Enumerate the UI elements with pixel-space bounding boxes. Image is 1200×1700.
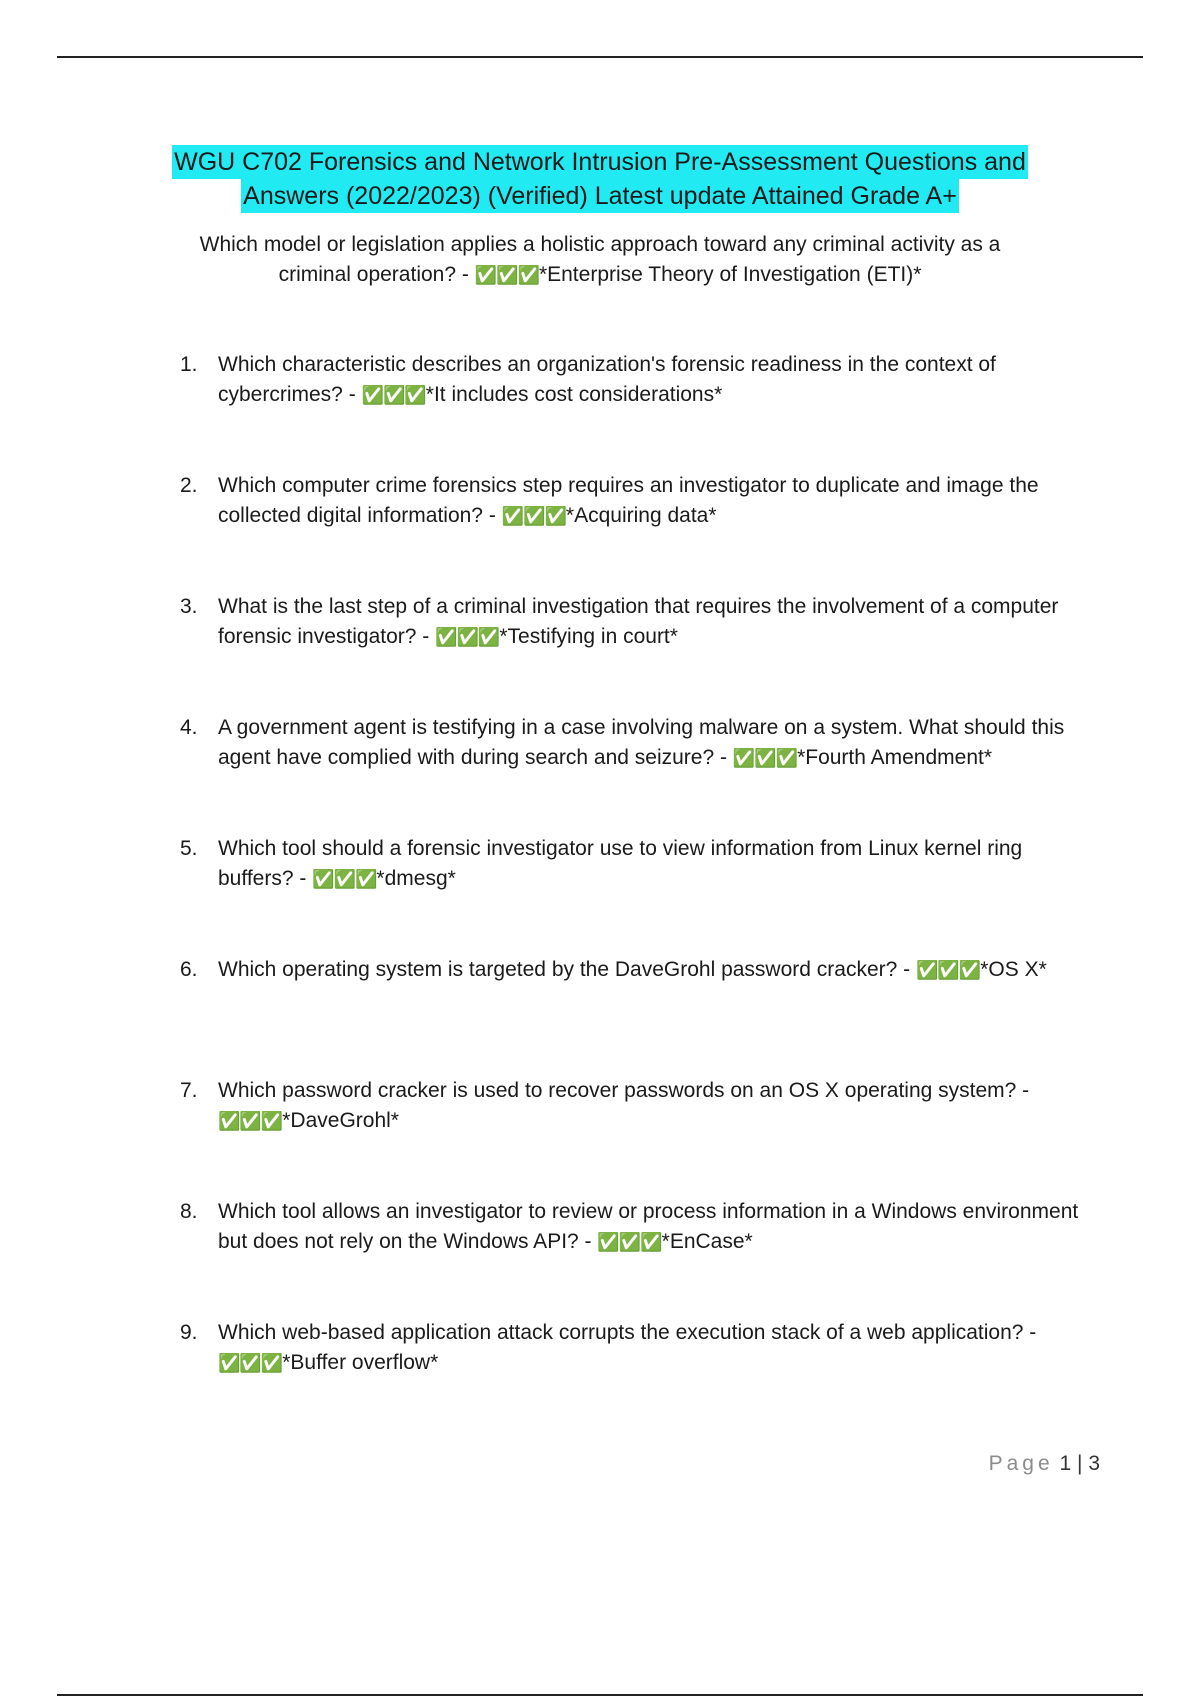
- list-item: [175, 592, 1095, 713]
- bottom-rule: [57, 1694, 1143, 1696]
- answer-text: *Testifying in court*: [499, 625, 678, 648]
- list-item: [175, 350, 1095, 471]
- item-number: 4.: [180, 716, 198, 739]
- list-item: [175, 713, 1095, 834]
- title-line-2: Answers (2022/2023) (Verified) Latest update Attained Grade A+: [241, 179, 959, 213]
- check-marks-icon: ✅✅✅: [312, 869, 377, 890]
- title-line-1: WGU C702 Forensics and Network Intrusion Pre-Assessment Questions and: [172, 145, 1028, 179]
- list-item: [175, 1318, 1095, 1439]
- item-number: 3.: [180, 595, 198, 618]
- check-marks-icon: ✅✅✅: [218, 1353, 283, 1374]
- answer-text: *It includes cost considerations*: [425, 383, 723, 406]
- check-marks-icon: ✅✅✅: [597, 1232, 662, 1253]
- check-marks-icon: ✅✅✅: [501, 506, 566, 527]
- total-pages: 3: [1088, 1452, 1100, 1475]
- answer-text: *DaveGrohl*: [282, 1109, 399, 1132]
- item-number: 5.: [180, 837, 198, 860]
- intro-question: [180, 230, 1020, 291]
- check-marks-icon: ✅✅✅: [915, 960, 981, 981]
- check-marks-icon: ✅✅✅: [474, 265, 539, 286]
- check-marks-icon: ✅✅✅: [218, 1111, 283, 1132]
- document-title: [0, 145, 1200, 213]
- item-number: 6.: [180, 958, 198, 981]
- answer-text: *EnCase*: [661, 1230, 753, 1253]
- question-text: Which web-based application attack corrupts the execution stack of a web application? -: [218, 1321, 1037, 1344]
- answer-text: *Acquiring data*: [565, 504, 717, 527]
- page-footer: [900, 1452, 1100, 1476]
- list-item: [175, 955, 1095, 1076]
- question-text: Which tool should a forensic investigator use to view information from Linux kernel ring buffers? -: [218, 837, 1023, 890]
- top-rule: [57, 56, 1143, 58]
- check-marks-icon: ✅✅✅: [361, 385, 426, 406]
- page-number: 1: [1059, 1452, 1072, 1475]
- question-text: A government agent is testifying in a case involving malware on a system. What should this agent have complied with during search and seizure? -: [218, 716, 1065, 769]
- answer-text: *dmesg*: [376, 867, 456, 890]
- item-number: 8.: [180, 1200, 198, 1223]
- list-item: [175, 1197, 1095, 1318]
- item-number: 1.: [180, 353, 198, 376]
- page-word: Page: [988, 1452, 1054, 1475]
- question-text: Which password cracker is used to recover passwords on an OS X operating system? -: [218, 1079, 1030, 1102]
- question-text: Which operating system is targeted by the DaveGrohl password cracker? -: [218, 958, 911, 981]
- answer-text: *Fourth Amendment*: [797, 746, 992, 769]
- item-number: 7.: [180, 1079, 198, 1102]
- list-item: [175, 834, 1095, 955]
- question-text: Which characteristic describes an organization's forensic readiness in the context of cybercrimes? -: [218, 353, 996, 406]
- check-marks-icon: ✅✅✅: [435, 627, 500, 648]
- answer-text: *OS X*: [980, 958, 1047, 981]
- page-separator: |: [1077, 1452, 1083, 1475]
- question-list: [175, 350, 1095, 1439]
- question-text: Which computer crime forensics step requires an investigator to duplicate and image the collected digital information? -: [218, 474, 1039, 527]
- list-item: [175, 1076, 1095, 1197]
- check-marks-icon: ✅✅✅: [732, 748, 798, 769]
- question-text: What is the last step of a criminal investigation that requires the involvement of a computer forensic investigator? -: [218, 595, 1059, 648]
- question-text: Which tool allows an investigator to review or process information in a Windows environment but does not rely on the Windows API? -: [218, 1200, 1079, 1253]
- answer-text: *Buffer overflow*: [282, 1351, 439, 1374]
- intro-question-text: Which model or legislation applies a holistic approach toward any criminal activity as a criminal operation? -: [199, 233, 1001, 286]
- item-number: 2.: [180, 474, 198, 497]
- intro-answer-text: *Enterprise Theory of Investigation (ETI)*: [538, 263, 922, 286]
- list-item: [175, 471, 1095, 592]
- item-number: 9.: [180, 1321, 198, 1344]
